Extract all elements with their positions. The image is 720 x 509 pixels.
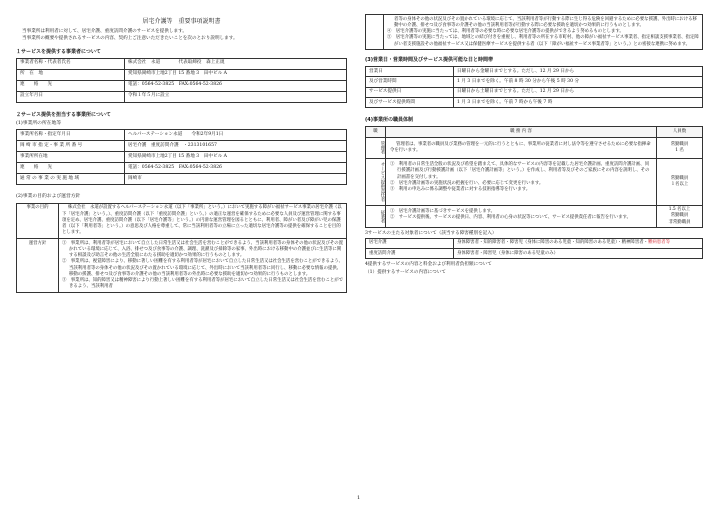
table-row [17,174,347,185]
table-row [366,249,703,259]
cell-value: 電話：0564-52-3825 FAX:0564-52-3826 [125,163,347,174]
count-manager [657,137,703,159]
cell-key: 事業所名称・指定年月日 [17,130,125,141]
cell-key: 事業者名称・代表者氏名 [17,58,125,69]
cell-value: 日曜日から金曜日までとする。ただし、12 月 29 日から [454,67,703,77]
list-item: ① 居宅介護計画等に基づきサービスを提供します。 [390,208,496,214]
page-number: 1 [357,495,361,501]
cell-value: 電話：0564-52-3825 FAX:0564-52-3826 [125,80,347,91]
intro [16,29,347,42]
policy-continuation-table [365,14,703,50]
subsection-heading-location: (1)事業所の所在地等 [16,120,62,126]
table-row [17,163,347,174]
table-row [366,159,703,206]
table-row [366,137,703,159]
cell-value: 身体障害者・障害児（身体に障害のある児童のみ） [454,249,703,259]
left-column [16,18,347,293]
policy-list [62,241,343,291]
cell-key: 連 絡 先 [17,80,125,91]
cell-value: ヘルパーステーション永道 令和2年9月1日 [125,130,347,141]
count-line: 常勤職員 [670,141,689,147]
cell-key: 営業日 [366,67,454,77]
document-title: 居宅介護等 重要事項説明書 [142,18,221,25]
list-item: ② 居宅介護計画等の実施状況の把握を行い、必要に応じて変更を行います。 [390,180,544,186]
cell-value: 令和１年５月に設立 [125,91,347,102]
cell-value [454,238,703,248]
list-item: ④ 居宅介護等の実施に当たっては、利用者等の必要な時に必要な居宅介護等の提供ができるよう努めるものとします。 [387,29,624,34]
hours-table [365,66,703,108]
count-service-manager [657,159,703,206]
continuation-text: 者等の身体その他の状況及びその置かれている環境に応じて、当該利用者等が行動する際に生じ得る危険を回避するために必要な援護、外出時における移動中の介護、排せつ及び食事等の介護その他の当該利用者等が行動する際に必要な援助を適切かつ効果的に行うものとします。 [394,16,697,28]
header-role: 職 [366,127,386,137]
table-row [17,152,347,163]
list-item: ⑤ 居宅介護等の実施に当たっては、地域との結び付きを重視し、利用者等の所在する市町村、他の障がい福祉サービス事業者、指定相談支援事業者、指定障がい者支援施設その他福祉サービス又は保健医療サービスを提供する者（以下「障がい福祉サービス事業者等」という。）との密接な連携に努めます。 [387,35,699,47]
table-row [366,205,703,228]
table-row [366,77,703,87]
cell-key: サービス提供日 [366,87,454,97]
list-item: ② 事業所は、視覚障害により、移動に著しい困難を有する利用者等が居宅において自立した日常生活又は社会生活を営むことができるよう、当該利用者等の身体その他の状況及びその置かれている環境に応じて、外出時において当該利用者等に同行し、移動に必要な情報の提供、移動の援護、排せつ及び食事等の介護その他の当該利用者等の外出時に必要な援助を適切かつ効果的に行うものとします。 [62,259,344,277]
count-line: 非常勤職員 [668,219,691,225]
office-table [16,129,347,185]
count-line: 1.5 名以上 [668,207,691,213]
purpose-policy-table [16,203,347,293]
role-manager: 管理者 [366,137,386,159]
cell-key: 所 在 地 [17,69,125,80]
intro-line: 当事業所は利用者に対して、居宅介護、重度訪問介護のサービスを提供します。 [22,29,187,35]
duties-manager [386,137,657,159]
role-service-manager: サービス提供責任者 [366,159,386,206]
section-heading-staff: (4)事業所の職員体制 [365,117,414,124]
table-row [366,238,703,248]
table-row [17,58,347,69]
cell-value: 1 月 3 日までを除く。午前 8 時 30 分から午後 5 時 30 分 [454,77,703,87]
list-item: ③ 事業所は、知的障害又は精神障害により行動上著しい困難を有する利用者等が居宅において自立した日常生活又は社会生活を営むことができるよう、当該利用者 [62,278,344,290]
duties-staff [386,205,657,228]
section-heading-target: 3サービスの主たる対象者について（該当する障害種別を記入） [365,231,497,237]
provider-table [16,58,347,103]
count-line: １名以上 [670,181,689,187]
table-row [366,87,703,97]
table-row [17,239,347,293]
header-duties: 職 務 内 容 [386,127,657,137]
count-staff [657,205,703,228]
section-heading-hours: (3)営業日・営業時間及びサービス提供可能な日と時間帯 [365,57,494,64]
duties-service-manager [386,159,657,206]
duty-list [390,162,652,193]
role-staff: 従業者 [366,205,386,228]
policy-label: 運営方針 [17,239,59,293]
cell-key: 岡 崎 市 指 定・事 業 所 番 号 [17,141,125,152]
policy-text [59,239,347,293]
table-row [366,98,703,108]
policy-continued [384,15,703,50]
list-item: ③ 利用の申込みに係る調整や従業者に対する技術指導等を行います。 [390,187,531,193]
subsection-heading-purpose: (2)事業の目的および運営方針 [16,194,81,200]
cell-key: 及びサービス提供時間 [366,98,454,108]
list-item: ② サービス提供後、サービスの提供日、内容、利用者の心身の状況等について、サービス提供責任者に報告を行います。 [390,214,631,220]
cell-key: 及び営業時間 [366,77,454,87]
table-row [17,69,347,80]
target-text: 身体障害者・知的障害者・障害児（身体に障害のある児童・知的障害のある児童）・精神障害者・ [457,240,648,246]
target-text-highlight: 難病患者等 [648,240,670,246]
cell-key: 通 常 の 事 業 の 実 施 地 域 [17,174,125,185]
cell-value: 愛知県岡崎市上地2丁目 15 番地 3 田中ビル A [125,69,347,80]
table-row [17,130,347,141]
list-item: ① 利用者の日常生活全般の状況及び希望を踏まえて、具体的なサービスの内容等を記載した居宅介護計画、重度訪問介護計画、同行援護計画及び行動援護計画（以下「居宅介護計画等」という。）を作成し、利用者等及びそのご家族にその内容を説明し、その計画書を交付します。 [390,162,650,180]
table-row [17,203,347,238]
cell-key: 居宅介護 [366,238,454,248]
cell-value: 株式会社 永道 代表取締役 森上正規 [125,58,347,69]
cell-value: 日曜日から土曜日までとする。ただし、12 月 29 日から [454,87,703,97]
table-header-row [366,127,703,137]
right-column [365,14,703,276]
empty-label-cell [366,15,384,50]
table-row [17,141,347,152]
count-line: 常勤職員 [670,175,689,181]
cell-value: 1 月 3 日までを除く。午前 7 時から午後 7 時 [454,98,703,108]
list-item: ① 事業所は、利用者等が居宅において自立した日常生活又は社会生活を営むことができるよう、当該利用者等の身体その他の状況及びその置かれている環境に応じて、入浴、排せつ及び食事等の介護、調理、洗濯及び掃除等の家事、外出時における移動中の介護並びに生活等に関する相談及び助言その他の生活全般にわたる援助を適切かつ効果的に行うものとします。 [62,240,344,259]
cell-value: 居宅介護 重度訪問介護 ・2313101657 [125,141,347,152]
table-row [17,91,347,102]
duty-list [390,209,652,222]
cell-key: 事業所所在地 [17,152,125,163]
target-table [365,238,703,260]
policy-list-continued [387,29,699,48]
purpose-label: 事業の目的 [17,203,59,238]
cell-value: 岡崎市 [125,174,347,185]
cell-key: 設立年月日 [17,91,125,102]
purpose-text: 株式会社 永道が設置するヘルパーステーション永道（以下「事業所」という。）において実施する障がい福祉サービス事業の居宅介護（以下「居宅介護」という。）、重度訪問介護（以下「重度訪問介護」という。）の適正な運営を確保するために必要な人員及び運営管理に関する事項を定め、居宅介護、重度訪問介護（以下「居宅介護等」という。）の円滑な運営管理を図るとともに、利用者、障がい者及び障がい児の保護者（以下「利用者等」という。）の意思及び人格を尊重して、常に当該利用者等の立場に立った適切な居宅介護等の提供を確保することを目的とします。 [59,203,347,238]
cell-key: 重度訪問介護 [366,249,454,259]
subsection-heading-service-content: （1）提供するサービスの内容について [365,269,446,275]
table-row [17,80,347,91]
table-row [366,15,703,50]
count-line: 常勤職員 [670,213,689,219]
section-heading-provider: １サービスを提供する事業者について [16,48,101,55]
table-row [366,67,703,77]
header-count: 人員数 [657,127,703,137]
cell-key: 連 絡 先 [17,163,125,174]
cell-value: 愛知県岡崎市上地2丁目 15 番地 3 田中ビル A [125,152,347,163]
section-heading-fees: 4提供するサービスの内容と料金および利用者負担額について [365,262,492,268]
staff-table [365,126,703,228]
duty-text: 管理者は、事業者の職員及び業務の管理を一元的に行うとともに、事業所の従業者に対し法令等を遵守させるために必要な指揮命令を行います。 [390,141,651,153]
count-line: 1 名 [675,147,684,153]
intro-line: 当事業所の概要や提供されるサービスの内容、契約上ご注意いただきたいことを次のとおり説明します。 [22,35,238,41]
section-heading-office: ２サービス提供を担当する事業所について [16,111,111,118]
